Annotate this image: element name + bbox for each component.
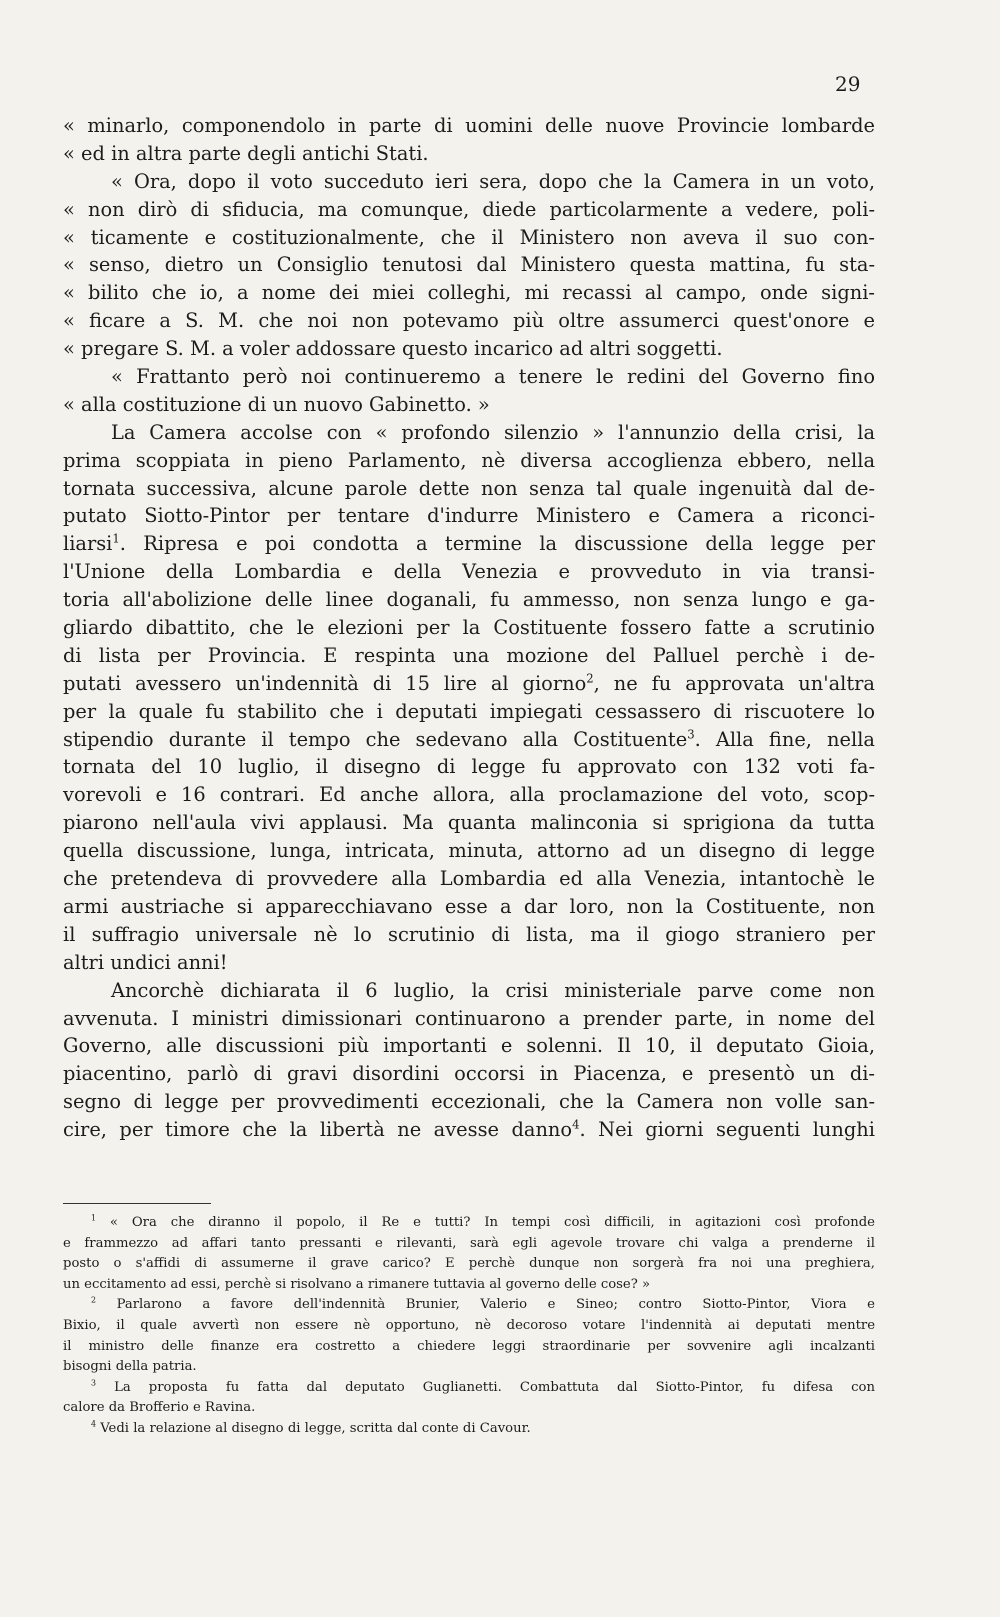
body-line: [63, 1088, 875, 1116]
body-line: [63, 112, 875, 140]
text-segment: Parlarono a favore dell'indennità Brunier, Valerio e Sineo; contro Siotto-Pintor, Viora e: [96, 1297, 875, 1313]
footnote-line: [63, 1234, 875, 1255]
body-line: [63, 363, 875, 391]
body-line: [63, 307, 875, 335]
footnote-line: [63, 1357, 875, 1378]
text-segment: altri undici anni!: [63, 950, 228, 974]
body-line: [63, 726, 875, 754]
text-segment: calore da Brofferio e Ravina.: [63, 1400, 256, 1416]
body-line: [63, 586, 875, 614]
text-segment: prima scoppiata in pieno Parlamento, nè diversa accoglienza ebbero, nella: [63, 448, 875, 472]
text-segment: il suffragio universale nè lo scrutinio di lista, ma il giogo straniero per: [63, 922, 875, 946]
text-segment: liarsi: [63, 532, 113, 556]
body-line: [63, 809, 875, 837]
body-line: [63, 391, 875, 419]
text-segment: « ficare a S. M. che noi non potevamo più oltre assumerci quest'onore e: [63, 309, 875, 333]
text-segment: toria all'abolizione delle linee doganali, fu ammesso, non senza lungo e ga-: [63, 588, 875, 612]
body-line: [63, 781, 875, 809]
text-segment: . Ripresa e poi condotta a termine la discussione della legge per: [119, 532, 875, 556]
footnote-line: [63, 1275, 875, 1296]
footnote-line: [63, 1295, 875, 1316]
text-segment: e frammezzo ad affari tanto pressanti e rilevanti, sarà egli agevole trovare chi valga a prenderne il: [63, 1235, 875, 1251]
text-segment: , ne fu approvata un'altra: [593, 671, 875, 695]
body-line: [63, 698, 875, 726]
footnote-marker: 3: [91, 1378, 97, 1388]
text-segment: « Ora, dopo il voto succeduto ieri sera, dopo che la Camera in un voto,: [111, 169, 875, 193]
body-line: [63, 949, 875, 977]
text-segment: Ancorchè dichiarata il 6 luglio, la crisi ministeriale parve come non: [111, 978, 875, 1002]
text-segment: « ticamente e costituzionalmente, che il Ministero non aveva il suo con-: [63, 225, 875, 249]
text-segment: La proposta fu fatta dal deputato Guglianetti. Combattuta dal Siotto-Pintor, fu difesa con: [96, 1379, 875, 1395]
text-segment: che pretendeva di provvedere alla Lombardia ed alla Venezia, intantochè le: [63, 867, 875, 891]
text-segment: gliardo dibattito, che le elezioni per la Costituente fossero fatte a scrutinio: [63, 616, 875, 640]
text-segment: putato Siotto-Pintor per tentare d'indurre Ministero e Camera a riconci-: [63, 504, 875, 528]
text-segment: « Ora che diranno il popolo, il Re e tutti? In tempi così difficili, in agitazioni così profonde: [96, 1215, 875, 1230]
text-segment: . Nei giorni seguenti lunghi: [579, 1118, 875, 1142]
text-segment: l'Unione della Lombardia e della Venezia e provveduto in via transi-: [63, 560, 875, 584]
text-segment: Governo, alle discussioni più importanti e solenni. Il 10, il deputato Gioia,: [63, 1034, 875, 1058]
text-segment: « Frattanto però noi continueremo a tenere le redini del Governo fino: [111, 365, 875, 389]
body-line: [63, 1060, 875, 1088]
body-line: [63, 502, 875, 530]
main-text: [63, 112, 875, 1144]
body-line: [63, 670, 875, 698]
text-segment: tornata del 10 luglio, il disegno di legge fu approvato con 132 voti fa-: [63, 755, 875, 779]
body-line: [63, 475, 875, 503]
text-segment: quella discussione, lunga, intricata, minuta, attorno ad un disegno di legge: [63, 839, 875, 863]
footnotes: [63, 1213, 875, 1440]
text-segment: piacentino, parlò di gravi disordini occorsi in Piacenza, e presentò un di-: [63, 1062, 875, 1086]
footnote-line: [63, 1213, 875, 1234]
body-line: [63, 251, 875, 279]
text-segment: « senso, dietro un Consiglio tenutosi dal Ministero questa mattina, fu sta-: [63, 253, 875, 277]
footnote-marker: 1: [91, 1213, 97, 1223]
footnote-line: [63, 1316, 875, 1337]
footnote-marker: 1: [112, 531, 120, 546]
text-segment: per la quale fu stabilito che i deputati impiegati cessassero di riscuotere lo: [63, 699, 875, 723]
text-segment: tornata successiva, alcune parole dette non senza tal quale ingenuità dal de-: [63, 476, 875, 500]
text-segment: « alla costituzione di un nuovo Gabinetto. »: [63, 392, 490, 416]
text-segment: « ed in altra parte degli antichi Stati.: [63, 141, 429, 165]
footnote-line: [63, 1398, 875, 1419]
body-line: [63, 921, 875, 949]
body-line: [63, 335, 875, 363]
text-segment: un eccitamento ad essi, perchè si risolvano a rimanere tuttavia al governo delle cose? »: [63, 1276, 651, 1292]
text-segment: bisogni della patria.: [63, 1359, 197, 1375]
footnote-marker: 2: [91, 1295, 97, 1305]
body-line: [63, 893, 875, 921]
text-segment: vorevoli e 16 contrari. Ed anche allora, alla proclamazione del voto, scop-: [63, 783, 875, 807]
text-segment: avvenuta. I ministri dimissionari continuarono a prender parte, in nome del: [63, 1006, 875, 1030]
body-line: [63, 224, 875, 252]
body-line: [63, 1116, 875, 1144]
text-segment: posto o s'affidi di assumerne il grave carico? E perchè dunque non sorgerà fra noi una preghiera,: [63, 1256, 875, 1272]
footnote-marker: 3: [687, 727, 695, 742]
body-line: [63, 1032, 875, 1060]
body-line: [63, 977, 875, 1005]
text-segment: armi austriache si apparecchiavano esse a dar loro, non la Costituente, non: [63, 894, 875, 918]
footnote-separator: [63, 1203, 211, 1204]
text-segment: il ministro delle finanze era costretto a chiedere leggi straordinarie per sovvenire agli incalzanti: [63, 1338, 875, 1354]
text-segment: Bixio, il quale avvertì non essere nè opportuno, nè decoroso votare l'indennità ai deputati mentre: [63, 1317, 875, 1333]
text-segment: di lista per Provincia. E respinta una mozione del Palluel perchè i de-: [63, 643, 875, 667]
text-segment: putati avessero un'indennità di 15 lire al giorno: [63, 671, 587, 695]
footnote-line: [63, 1254, 875, 1275]
text-segment: « non dirò di sfiducia, ma comunque, diede particolarmente a vedere, poli-: [63, 197, 875, 221]
body-line: [63, 447, 875, 475]
body-line: [63, 558, 875, 586]
text-segment: . Alla fine, nella: [694, 727, 875, 751]
text-segment: cire, per timore che la libertà ne avesse danno: [63, 1118, 573, 1142]
body-line: [63, 614, 875, 642]
text-segment: La Camera accolse con « profondo silenzio » l'annunzio della crisi, la: [111, 420, 875, 444]
body-line: [63, 837, 875, 865]
footnote-line: [63, 1419, 875, 1440]
body-line: [63, 642, 875, 670]
footnote-line: [63, 1337, 875, 1358]
text-segment: segno di legge per provvedimenti eccezionali, che la Camera non volle san-: [63, 1090, 875, 1114]
text-segment: « minarlo, componendolo in parte di uomini delle nuove Provincie lombarde: [63, 114, 875, 137]
page-number: 29: [835, 72, 861, 96]
text-segment: Vedi la relazione al disegno di legge, scritta dal conte di Cavour.: [96, 1420, 531, 1436]
text-segment: piarono nell'aula vivi applausi. Ma quanta malinconia si sprigiona da tutta: [63, 811, 875, 835]
body-line: [63, 196, 875, 224]
text-segment: « pregare S. M. a voler addossare questo incarico ad altri soggetti.: [63, 337, 723, 361]
body-line: [63, 419, 875, 447]
text-segment: « bilito che io, a nome dei miei colleghi, mi recassi al campo, onde signi-: [63, 281, 875, 305]
body-line: [63, 865, 875, 893]
footnote-marker: 4: [572, 1117, 580, 1132]
body-line: [63, 168, 875, 196]
body-line: [63, 279, 875, 307]
body-line: [63, 530, 875, 558]
body-line: [63, 753, 875, 781]
footnote-marker: 2: [586, 671, 594, 686]
footnote-marker: 4: [91, 1419, 97, 1429]
body-line: [63, 1005, 875, 1033]
footnote-line: [63, 1378, 875, 1399]
text-segment: stipendio durante il tempo che sedevano alla Costituente: [63, 727, 688, 751]
body-line: [63, 140, 875, 168]
